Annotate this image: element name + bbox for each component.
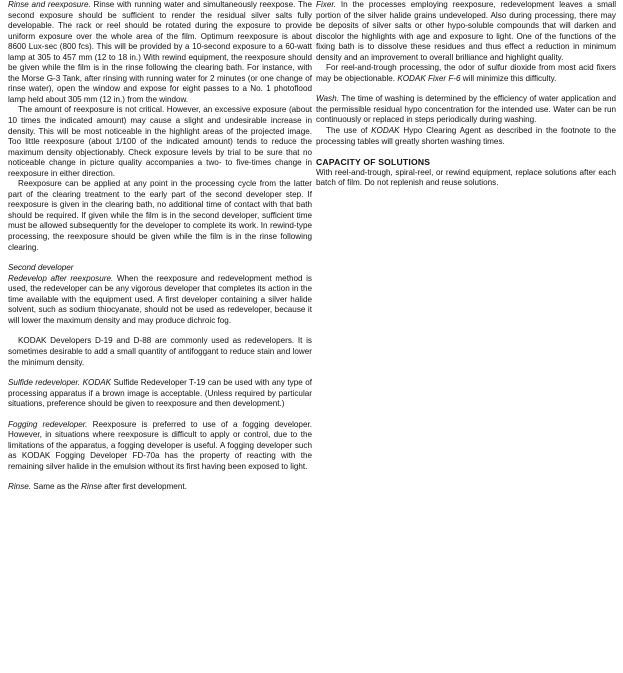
rinse-reexposure-label: Rinse and reexposure. [8,0,91,9]
amount-paragraph: The amount of reexposure is not critical. However, an excessive exposure (about 10 times the indicated amount) may cause a slight and undesirable increase in density. This will be most noticeable in the highlight areas of the projected image. Too little reexposure (about 1/100 of the indicated amount) tends to reduce the maximum density objectionably. Check exposure levels by trial to be sure that no noticeable change in picture quality accompanies a two- to five-times change in reexposure in either direction. [8,105,312,178]
redevelop-paragraph [8,274,312,327]
sulfide-paragraph [8,378,312,410]
capacity-paragraph: With reel-and-trough, spiral-reel, or rewind equipment, replace solutions after each batch of film. Do not replenish and reuse solutions. [316,167,616,188]
redevelop-text: When the reexposure and redevelopment method is used, the redeveloper can be any vigorous developer that completes its action in the time available with the equipment used. A first developer containing a silver halide solvent, such as sodium thiocyanate, should not be used as redeveloper, because it will lower the maximum density and may produce dichroic fog. [8,273,312,325]
fogging-paragraph [8,420,312,473]
wash-text: The time of washing is determined by the efficiency of water application and the permissible residual hypo concentration for the intended use. Water can be run continuously or replaced in steps periodically during washing. [316,94,616,125]
second-developer-heading: Second developer [8,263,74,273]
right-column [316,0,616,189]
timing-paragraph: Reexposure can be applied at any point in the processing cycle from the latter part of the clearing treatment to the early part of the second developer step. If reexposure is given in the clearing bath, no additional time of contact with that bath should be required. If given while the film is in the second developer, sufficient time must be allowed subsequently for the developer to complete its work. In rewind-type processing, the reexposure should be given while the film is in the rinse following clearing. [8,179,312,252]
hypo-text-before: The use of [326,126,372,136]
rinse-label: Rinse. [8,482,32,492]
rinse-text-before: Same as the [31,482,82,492]
reel-trough-text: For reel-and-trough processing, the odor of sulfur dioxide from most acid fixers may be objectionable. [316,63,616,83]
sulfide-text: Sulfide Redeveloper T-19 can be used with any type of processing apparatus if a brown image is acceptable. (Unless required by particular situations, preference should be given to reexposure and then development.) [8,378,313,409]
capacity-heading: CAPACITY OF SOLUTIONS [316,157,431,168]
fixer-label: Fixer. [316,0,337,9]
sulfide-label: Sulfide redeveloper. KODAK [8,378,112,388]
rinse-inline-italic: Rinse [81,482,102,492]
left-column [8,0,312,493]
reel-trough-italic: KODAK Fixer F-6 [397,73,461,83]
rinse-text-after: after first development. [101,482,187,492]
redevelop-label: Redevelop after reexposure. [8,273,114,283]
rinse-paragraph [8,482,312,493]
reel-trough-text-after: will minimize this difficulty. [460,73,557,83]
fogging-text: Reexposure is preferred to use of a fogging developer. However, in situations where reexposure is difficult to apply or control, due to the limitations of the apparatus, a fogging developer is useful. A fogging developer such as KODAK Fogging Developer FD-70a has the property of reacting with the remaining silver halide in the emulsion without its first having been exposed to light. [8,419,312,471]
fixer-paragraph [316,0,616,63]
fixer-text: In the processes employing reexposure, redevelopment leaves a small portion of the silver halide grains undeveloped. Also during processing, there may be deposits of silver salts or other hypo-soluble compounds that will darken and discolor the highlights with age and exposure to light. One of the functions of the fixing bath is to dissolve these residues and thus effect a reduction in minimum density and an improvement to overall brilliance and highlight quality. [316,0,616,62]
hypo-paragraph [316,126,616,147]
reel-trough-paragraph [316,63,616,84]
hypo-italic: KODAK [371,126,400,136]
wash-label: Wash. [316,94,339,104]
fogging-label: Fogging redeveloper. [8,419,88,429]
rinse-reexposure-text: Rinse with running water and simultaneously reexpose. The second exposure should be sufficient to render the residual silver salts fully developable. The rack or reel should be rotated during the exposure to provide uniform exposure over the whole area of the film. Optimum reexposure is about 8600 Lux-sec (800 fcs). This will be provided by a 10-second exposure to a 60-watt lamp at 305 to 457 mm (12 to 18 in.) With rewind equipment, the reexposure should be given while the film is in the rinse following the clearing bath. For instance, with the Morse G-3 Tank, after rinsing with running water for 2 minutes (or one change of rinse water), open the window and expose for eight passes to a No. 1 photoflood lamp held about 305 mm (12 in.) from the window. [8,0,312,104]
hypo-text-after: Hypo Clearing Agent as described in the footnote to the processing tables will greatly shorten washing times. [316,126,616,146]
kodak-developers-paragraph: KODAK Developers D-19 and D-88 are commonly used as redevelopers. It is sometimes desirable to add a small quantity of antifoggant to reduce stain and lower the minimum density. [8,336,312,367]
wash-paragraph [316,94,616,126]
rinse-reexposure-paragraph [8,0,312,105]
